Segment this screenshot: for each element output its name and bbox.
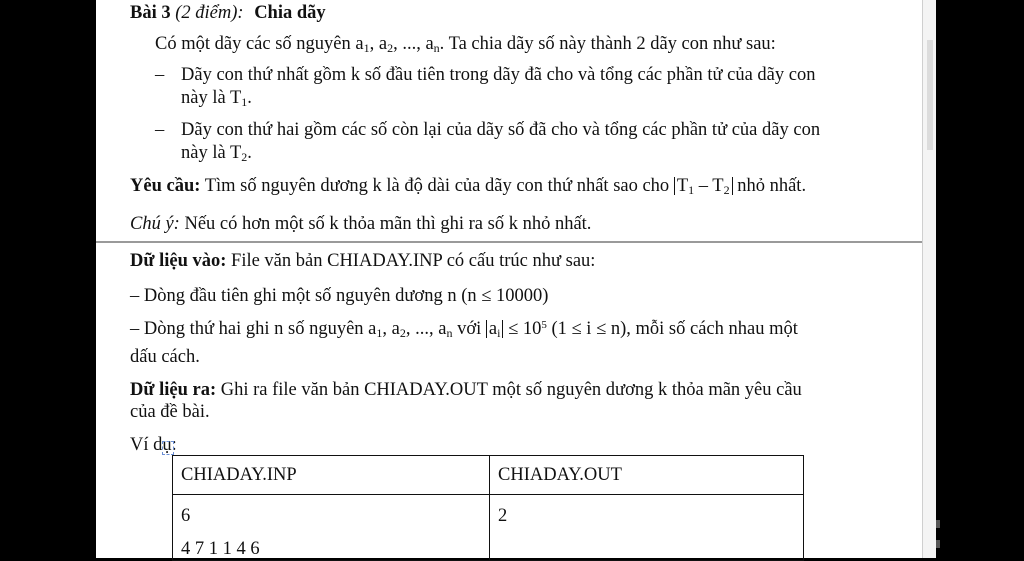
- abs-ai: [486, 320, 504, 338]
- input-spec-heading: [130, 250, 595, 272]
- scroll-arrow-icon[interactable]: [936, 520, 940, 528]
- header-output-file: CHIADAY.OUT: [490, 456, 804, 495]
- scrollbar-thumb[interactable]: [927, 40, 933, 150]
- problem-heading: [130, 2, 326, 24]
- requirement-end: nhỏ nhất.: [732, 176, 807, 196]
- minus-t: – T: [694, 176, 724, 196]
- input-text: , a: [382, 319, 400, 339]
- abs-expression: [674, 177, 733, 195]
- item1-text: này là T: [181, 88, 242, 108]
- header-input-file: CHIADAY.INP: [173, 456, 490, 495]
- period: .: [247, 143, 252, 163]
- output-text: Ghi ra file văn bản CHIADAY.OUT một số nguyên dương k thỏa mãn yêu cầu: [216, 380, 802, 400]
- item2-text: này là T: [181, 143, 242, 163]
- input-text: , ..., a: [405, 319, 447, 339]
- subscript: n: [446, 326, 453, 340]
- example-label: Ví dụ:: [130, 435, 177, 455]
- left-black-margin: [0, 0, 96, 558]
- input-line2: [130, 318, 798, 340]
- output-label: Dữ liệu ra:: [130, 380, 217, 400]
- subscript: 2: [241, 150, 248, 164]
- example-table: [172, 455, 804, 561]
- input-text: File văn bản CHIADAY.INP có cấu trúc như sau:: [226, 251, 596, 271]
- intro-text: Có một dãy các số nguyên a: [155, 34, 364, 54]
- t-symbol: T: [676, 176, 689, 196]
- note-label: Chú ý:: [130, 214, 180, 234]
- right-black-margin: [936, 0, 1024, 558]
- input-line-values: 4 7 1 1 4 6: [181, 539, 260, 559]
- superscript: 5: [541, 319, 547, 331]
- table-row: [173, 495, 804, 561]
- range-text: (1 ≤ i ≤ n), mỗi số cách nhau một: [546, 319, 798, 339]
- subscript: 2: [387, 41, 394, 55]
- example-input-cell: [173, 495, 490, 561]
- input-line3: dấu cách.: [130, 347, 200, 367]
- problem-number: Bài 3: [130, 3, 171, 23]
- vertical-scrollbar[interactable]: [922, 0, 937, 558]
- table-row: [173, 456, 804, 495]
- item1-line2: [181, 87, 252, 109]
- subscript: 1: [376, 326, 383, 340]
- move-handle-icon[interactable]: [162, 441, 174, 455]
- requirement-label: Yêu cầu:: [130, 176, 201, 196]
- item2-line2: [181, 142, 252, 164]
- item1-line1: Dãy con thứ nhất gồm k số đầu tiên trong dãy đã cho và tổng các phần tử của dãy con: [181, 65, 816, 85]
- problem-name: Chia dãy: [254, 3, 326, 23]
- intro-text: , ..., a: [393, 34, 434, 54]
- note-text: Nếu có hơn một số k thỏa mãn thì ghi ra số k nhỏ nhất.: [179, 214, 592, 234]
- input-text: – Dòng thứ hai ghi n số nguyên a: [130, 319, 377, 339]
- bullet-dash: –: [155, 120, 165, 140]
- example-output-cell: 2: [490, 495, 804, 561]
- a-symbol: a: [488, 319, 498, 339]
- subscript: 2: [399, 326, 406, 340]
- subscript: i: [497, 326, 501, 340]
- subscript: 2: [723, 183, 730, 197]
- subscript: 1: [363, 41, 370, 55]
- output-line2: của đề bài.: [130, 402, 210, 422]
- intro-text: . Ta chia dãy số này thành 2 dãy con như sau:: [439, 34, 776, 54]
- item2-line1: Dãy con thứ hai gồm các số còn lại của dãy số đã cho và tổng các phần tử của dãy con: [181, 120, 821, 140]
- subscript: 1: [241, 95, 248, 109]
- input-line-n: 6: [181, 506, 191, 526]
- input-text: với: [452, 319, 486, 339]
- requirement-paragraph: [130, 175, 806, 197]
- subscript: n: [433, 41, 440, 55]
- subscript: 1: [688, 183, 695, 197]
- le-text: ≤ 10: [503, 319, 542, 339]
- period: .: [247, 88, 252, 108]
- note-paragraph: [130, 213, 591, 235]
- requirement-text: Tìm số nguyên dương k là độ dài của dãy con thứ nhất sao cho: [200, 176, 674, 196]
- bullet-dash: –: [155, 65, 165, 85]
- problem-points: (2 điểm):: [175, 3, 244, 23]
- intro-paragraph: [155, 33, 776, 55]
- output-spec-heading: [130, 379, 802, 401]
- intro-text: , a: [369, 34, 388, 54]
- input-label: Dữ liệu vào:: [130, 251, 227, 271]
- scroll-arrow-icon[interactable]: [936, 540, 940, 548]
- input-line1: – Dòng đầu tiên ghi một số nguyên dương n (n ≤ 10000): [130, 286, 549, 306]
